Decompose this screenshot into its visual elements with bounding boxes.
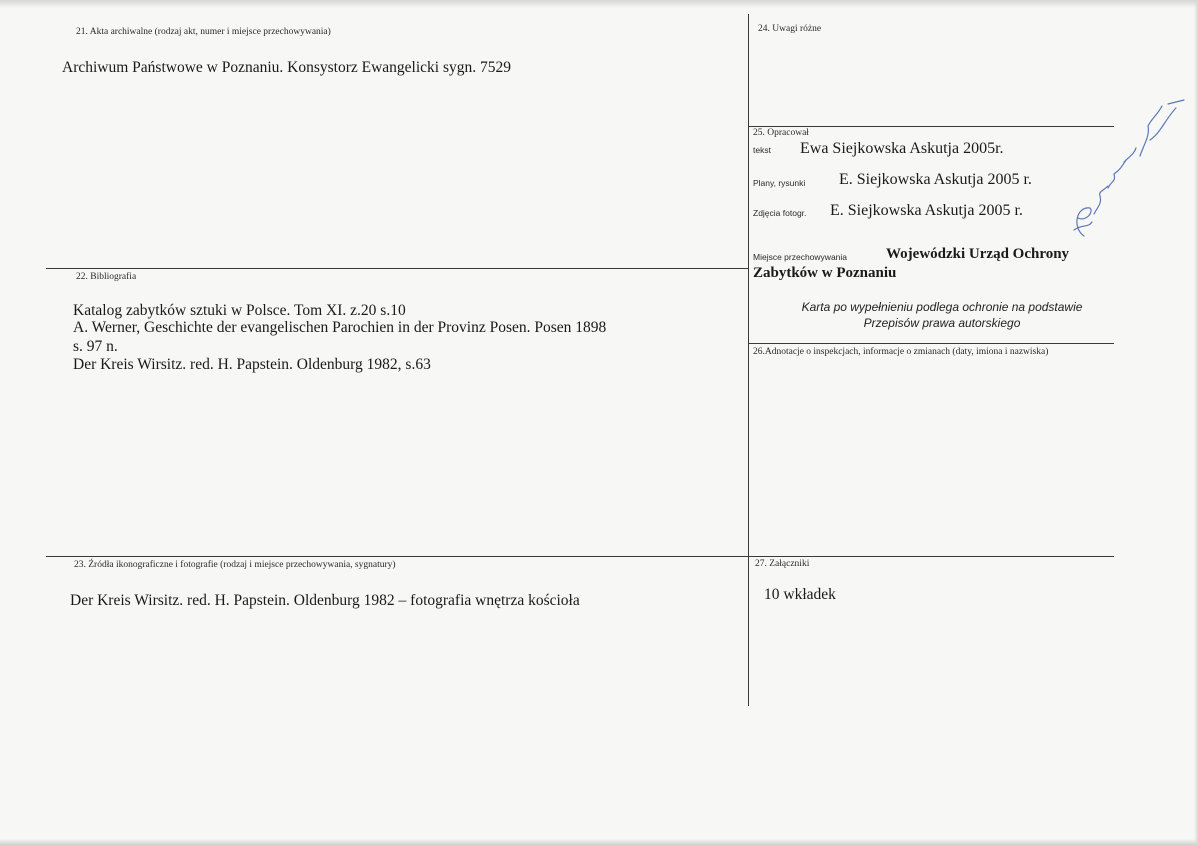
- section-21-label: 21. Akta archiwalne (rodzaj akt, numer i miejsce przechowywania): [76, 27, 331, 37]
- miejsce-value-line1: Wojewódzki Urząd Ochrony: [886, 246, 1070, 262]
- bibliography-line-1: Katalog zabytków sztuki w Polsce. Tom XI. z.20 s.10: [73, 302, 406, 319]
- handwritten-signature: [1064, 96, 1188, 246]
- section-23-label: 23. Źródła ikonograficzne i fotografie (rodzaj i miejsce przechowywania, sygnatury): [74, 560, 396, 570]
- divider-27: [748, 556, 1114, 557]
- bibliography-line-2: A. Werner, Geschichte der evangelischen Parochien in der Provinz Posen. Posen 1898: [73, 319, 607, 336]
- section-27-label: 27. Załączniki: [755, 559, 810, 569]
- scan-shadow-right: [1194, 0, 1198, 845]
- section-22-label: 22. Bibliografia: [76, 272, 137, 282]
- center-divider: [748, 14, 749, 706]
- section-23-value: Der Kreis Wirsitz. red. H. Papstein. Oldenburg 1982 – fotografia wnętrza kościoła: [70, 592, 580, 609]
- divider-23: [46, 556, 748, 557]
- section-21-value: Archiwum Państwowe w Poznaniu. Konsystorz Ewangelicki sygn. 7529: [62, 59, 512, 76]
- tekst-value: Ewa Siejkowska Askutja 2005r.: [800, 140, 1004, 157]
- plany-value: E. Siejkowska Askutja 2005 r.: [839, 171, 1032, 188]
- copyright-note-line2: Przepisów prawa autorskiego: [863, 316, 1021, 330]
- section-24-label: 24. Uwagi różne: [758, 24, 822, 34]
- section-27-value: 10 wkładek: [764, 586, 836, 603]
- section-25-label: 25. Opracował: [753, 128, 809, 138]
- miejsce-value-line2: Zabytków w Poznaniu: [753, 265, 897, 281]
- divider-26: [748, 343, 1114, 344]
- section-26-label: 26.Adnotacje o inspekcjach, informacje o zmianach (daty, imiona i nazwiska): [753, 347, 1049, 357]
- plany-label: Plany, rysunki: [753, 178, 806, 188]
- scan-shadow-bottom: [0, 839, 1198, 845]
- bibliography-line-4: Der Kreis Wirsitz. red. H. Papstein. Oldenburg 1982, s.63: [73, 356, 431, 373]
- bibliography-line-3: s. 97 n.: [73, 338, 118, 355]
- zdjecia-value: E. Siejkowska Askutja 2005 r.: [830, 202, 1023, 219]
- divider-22: [46, 268, 748, 269]
- zdjecia-label: Zdjęcia fotogr.: [753, 208, 807, 218]
- tekst-label: tekst: [753, 145, 771, 155]
- copyright-note-line1: Karta po wypełnieniu podlega ochronie na podstawie: [801, 300, 1083, 314]
- copyright-note: [762, 299, 1122, 331]
- scan-shadow-top: [0, 0, 1198, 8]
- miejsce-label: Miejsce przechowywania: [753, 252, 848, 262]
- divider-25: [748, 126, 1114, 127]
